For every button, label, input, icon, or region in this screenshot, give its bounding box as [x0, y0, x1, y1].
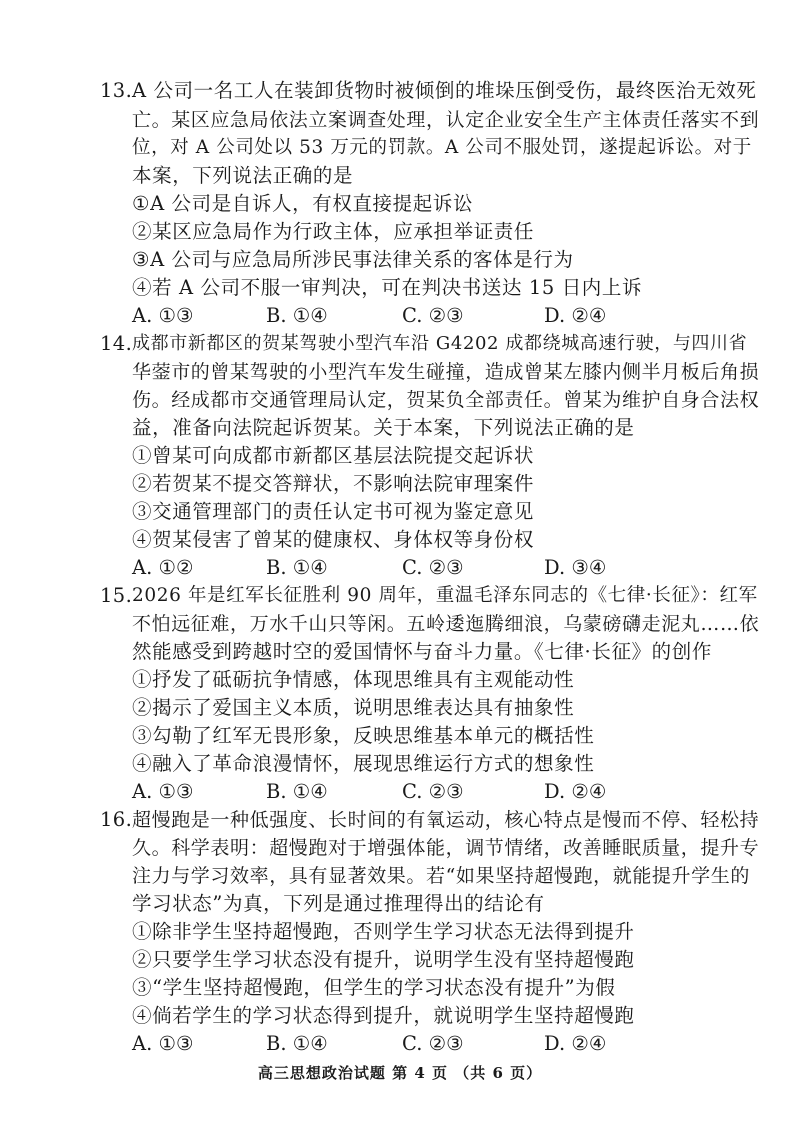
statement-3: ③“学生坚持超慢跑，但学生的学习状态没有提升”为假	[132, 976, 616, 999]
statement-1: ①抒发了砥砺抗争情感，体现思维具有主观能动性	[132, 668, 575, 691]
question-stem-line: 华蓥市的曾某驾驶的小型汽车发生碰撞，造成曾某左膝内侧半月板后角损	[132, 361, 760, 383]
question-stem-line: 然能感受到跨越时空的爱国情怀与奋斗力量。《七律·长征》的创作	[132, 640, 712, 663]
question-stem-line: 注力与学习效率，具有显著效果。若“如果坚持超慢跑，就能提升学生的	[132, 865, 750, 887]
statement-2: ②若贺某不提交答辩状，不影响法院审理案件	[132, 472, 535, 495]
statement-4: ④若 A 公司不服一审判决，可在判决书送达 15 日内上诉	[132, 276, 643, 299]
question-stem-line: 成都市新都区的贺某驾驶小型汽车沿 G4202 成都绕城高速行驶，与四川省	[132, 333, 748, 354]
option-b: B. ①④	[266, 304, 328, 327]
statement-2: ②某区应急局作为行政主体，应承担举证责任	[132, 220, 535, 243]
question-stem-line: 超慢跑是一种低强度、长时间的有氧运动，核心特点是慢而不停、轻松持	[132, 809, 760, 831]
statement-4: ④倘若学生的学习状态得到提升，就说明学生坚持超慢跑	[132, 1004, 635, 1027]
question-stem-line: 久。科学表明：超慢跑对于增强体能，调节情绪，改善睡眠质量，提升专	[132, 837, 760, 859]
option-b: B. ①④	[266, 1032, 328, 1055]
question-stem-line: 本案，下列说法正确的是	[132, 164, 354, 187]
option-d: D. ②④	[544, 1032, 607, 1055]
option-c: C. ②③	[402, 1032, 464, 1055]
page-footer: 高三思想政治试题 第 4 页 （共 6 页）	[257, 1064, 543, 1082]
option-a: A. ①③	[132, 1032, 194, 1055]
option-a: A. ①③	[132, 780, 194, 803]
answer-options	[132, 555, 752, 581]
option-c: C. ②③	[402, 304, 464, 327]
option-d: D. ②④	[544, 780, 607, 803]
question-stem-line: 2026 年是红军长征胜利 90 周年，重温毛泽东同志的《七律·长征》：红军	[132, 585, 758, 606]
statement-2: ②揭示了爱国主义本质，说明思维表达具有抽象性	[132, 696, 575, 719]
statement-3: ③交通管理部门的责任认定书可视为鉴定意见	[132, 500, 535, 523]
option-d: D. ②④	[544, 304, 607, 327]
statement-3: ③勾勒了红军无畏形象，反映思维基本单元的概括性	[132, 724, 595, 747]
answer-options	[132, 779, 752, 805]
question-number: 15.	[100, 584, 133, 607]
answer-options	[132, 303, 752, 329]
question-stem-line: 学习状态”为真，下列是通过推理得出的结论有	[132, 892, 545, 915]
statement-3: ③A 公司与应急局所涉民事法律关系的客体是行为	[132, 248, 574, 271]
statement-1: ①曾某可向成都市新都区基层法院提交起诉状	[132, 444, 535, 467]
statement-4: ④贺某侵害了曾某的健康权、身体权等身份权	[132, 528, 535, 551]
option-b: B. ①④	[266, 556, 328, 579]
option-b: B. ①④	[266, 780, 328, 803]
statement-4: ④融入了革命浪漫情怀，展现思维运行方式的想象性	[132, 752, 595, 775]
option-c: C. ②③	[402, 780, 464, 803]
question-stem-line: 亡。某区应急局依法立案调查处理，认定企业安全生产主体责任落实不到	[132, 109, 760, 131]
answer-options	[132, 1031, 752, 1057]
option-a: A. ①③	[132, 304, 194, 327]
question-stem-line: 不怕远征难，万水千山只等闲。五岭逶迤腾细浪，乌蒙磅礴走泥丸……依	[132, 613, 760, 635]
question-stem-line: 伤。经成都市交通管理局认定，贺某负全部责任。曾某为维护自身合法权	[132, 389, 760, 411]
statement-1: ①除非学生坚持超慢跑，否则学生学习状态无法得到提升	[132, 920, 635, 943]
option-d: D. ③④	[544, 556, 607, 579]
option-a: A. ①②	[132, 556, 194, 579]
question-number: 14.	[100, 332, 133, 355]
question-stem-line: 位，对 A 公司处以 53 万元的罚款。A 公司不服处罚，遂提起诉讼。对于	[132, 137, 752, 158]
option-c: C. ②③	[402, 556, 464, 579]
statement-1: ①A 公司是自诉人，有权直接提起诉讼	[132, 192, 474, 215]
question-stem-line: 益，准备向法院起诉贺某。关于本案，下列说法正确的是	[132, 416, 635, 439]
question-number: 13.	[100, 79, 133, 102]
statement-2: ②只要学生学习状态没有提升，说明学生没有坚持超慢跑	[132, 948, 635, 971]
question-number: 16.	[100, 808, 133, 831]
question-stem-line: A 公司一名工人在装卸货物时被倾倒的堆垛压倒受伤，最终医治无效死	[132, 79, 757, 102]
